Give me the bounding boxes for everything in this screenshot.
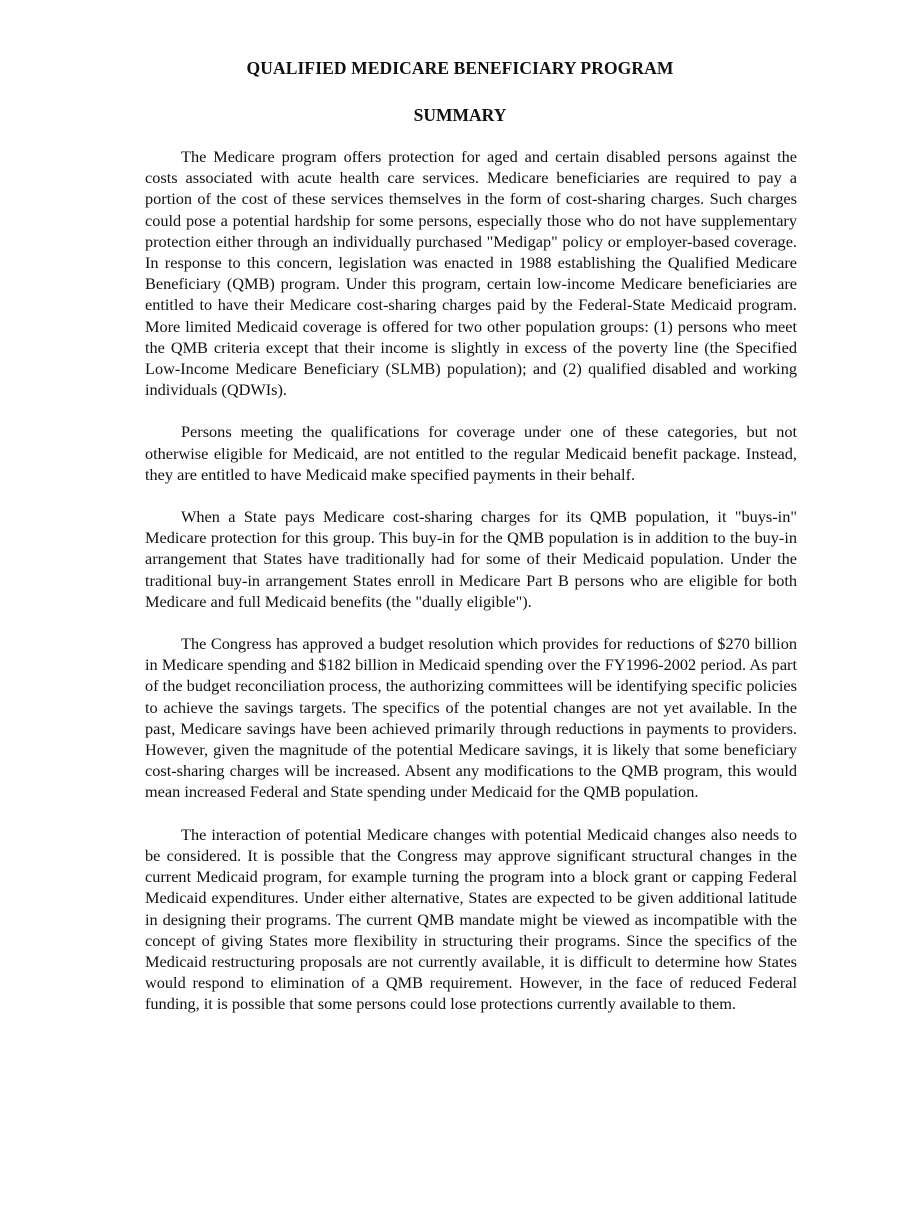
paragraph-3: When a State pays Medicare cost-sharing charges for its QMB population, it "buys-in" Medicare protection for this group. This buy-in for the QMB population is in addition to the buy-in arrangement that States have traditionally had for some of their Medicaid population. Under the traditional buy-in arrangement States enroll in Medicare Part B persons who are eligible for both Medicare and full Medicaid benefits (the "dually eligible").	[145, 507, 797, 611]
paragraph-4: The Congress has approved a budget resolution which provides for reductions of $270 billion in Medicare spending and $182 billion in Medicaid spending over the FY1996-2002 period. As part of the budget reconciliation process, the authorizing committees will be identifying specific policies to achieve the savings targets. The specifics of the potential changes are not yet available. In the past, Medicare savings have been achieved primarily through reductions in payments to providers. However, given the magnitude of the potential Medicare savings, it is likely that some beneficiary cost-sharing charges will be increased. Absent any modifications to the QMB program, this would mean increased Federal and State spending under Medicaid for the QMB population.	[145, 634, 797, 802]
document-title: QUALIFIED MEDICARE BENEFICIARY PROGRAM	[246, 58, 674, 78]
paragraph-5: The interaction of potential Medicare changes with potential Medicaid changes also needs to be considered. It is possible that the Congress may approve significant structural changes in the current Medicaid program, for example turning the program into a block grant or capping Federal Medicaid expenditures. Under either alternative, States are expected to be given additional latitude in designing their programs. The current QMB mandate might be viewed as incompatible with the concept of giving States more flexibility in structuring their programs. Since the specifics of the Medicaid restructuring proposals are not currently available, it is difficult to determine how States would respond to elimination of a QMB requirement. However, in the face of reduced Federal funding, it is possible that some persons could lose protections currently available to them.	[145, 824, 797, 1014]
paragraph-1: The Medicare program offers protection for aged and certain disabled persons against the costs associated with acute health care services. Medicare beneficiaries are required to pay a portion of the cost of these services themselves in the form of cost-sharing charges. Such charges could pose a potential hardship for some persons, especially those who do not have supplementary protection either through an individually purchased "Medigap" policy or employer-based coverage. In response to this concern, legislation was enacted in 1988 establishing the Qualified Medicare Beneficiary (QMB) program. Under this program, certain low-income Medicare beneficiaries are entitled to have their Medicare cost-sharing charges paid by the Federal-State Medicaid program. More limited Medicaid coverage is offered for two other population groups: (1) persons who meet the QMB criteria except that their income is slightly in excess of the poverty line (the Specified Low-Income Medicare Beneficiary (SLMB) population); and (2) qualified disabled and working individuals (QDWIs).	[145, 147, 797, 400]
summary-body	[145, 146, 797, 1036]
section-heading-summary: SUMMARY	[413, 105, 507, 125]
paragraph-2: Persons meeting the qualifications for coverage under one of these categories, but not otherwise eligible for Medicaid, are not entitled to the regular Medicaid benefit package. Instead, they are entitled to have Medicaid make specified payments in their behalf.	[145, 422, 797, 484]
